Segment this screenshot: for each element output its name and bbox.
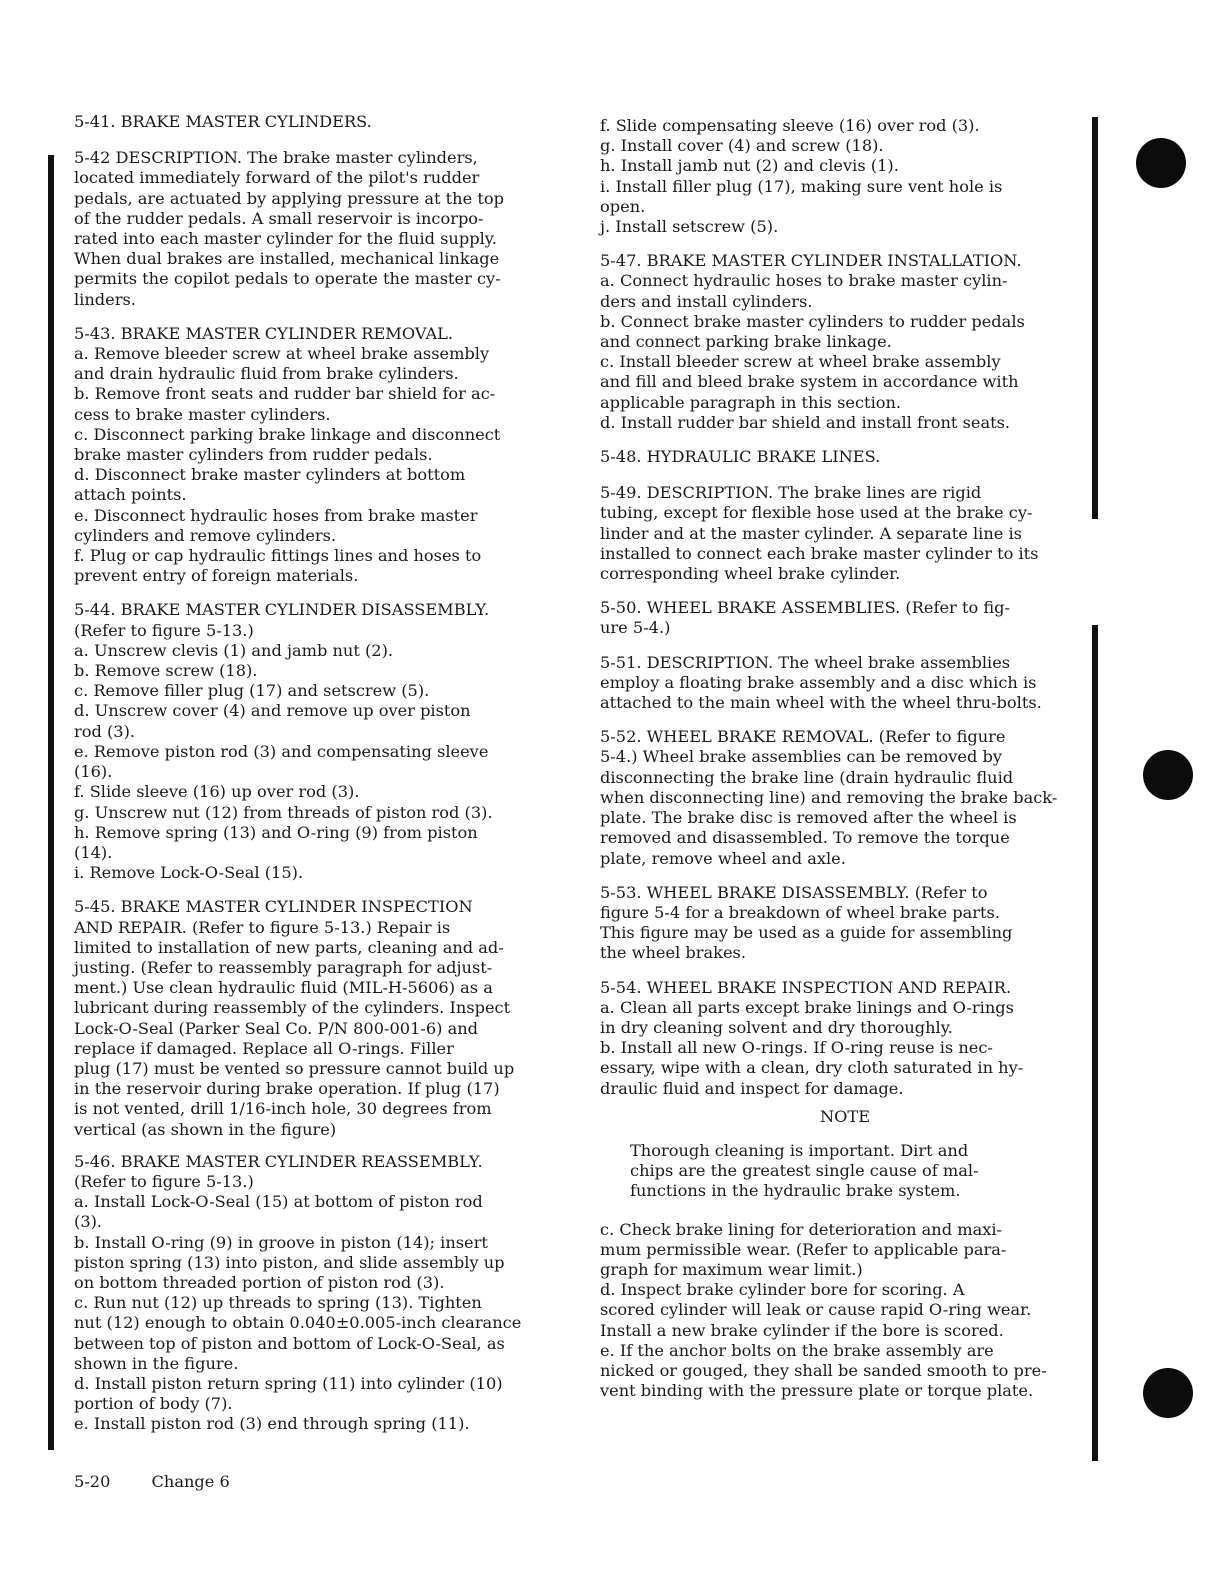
text-line: linder and at the master cylinder. A separate line is — [600, 523, 1022, 543]
text-line: tubing, except for flexible hose used at the brake cy- — [600, 503, 1033, 523]
text-line: rod (3). — [74, 721, 136, 741]
text-line: 5-51. DESCRIPTION. The wheel brake assemblies — [600, 652, 1011, 672]
text-line: located immediately forward of the pilot's rudder — [74, 168, 480, 188]
text-line: figure 5-4 for a breakdown of wheel brake parts. — [600, 902, 1000, 922]
text-line: employ a floating brake assembly and a disc which is — [600, 672, 1037, 692]
text-line: justing. (Refer to reassembly paragraph for adjust- — [74, 957, 493, 977]
text-line: between top of piston and bottom of Lock-O-Seal, as — [74, 1333, 505, 1353]
paragraph-5-43 — [74, 324, 566, 587]
text-line: plate. The brake disc is removed after the wheel is — [600, 808, 1017, 828]
text-line: mum permissible wear. (Refer to applicable para- — [600, 1239, 1007, 1259]
text-line: c. Remove filler plug (17) and setscrew (5). — [74, 681, 430, 701]
heading-5-48 — [600, 447, 1090, 467]
text-line: disconnecting the brake line (drain hydraulic fluid — [600, 767, 1014, 787]
change-bar-right-top — [1092, 117, 1098, 519]
paragraph-5-44 — [74, 600, 566, 883]
text-line: prevent entry of foreign materials. — [74, 566, 359, 586]
binder-hole-top — [1136, 138, 1186, 188]
paragraph-5-42 — [74, 148, 566, 310]
text-line: a. Remove bleeder screw at wheel brake assembly — [74, 344, 490, 364]
text-line: b. Install all new O-rings. If O-ring reuse is nec- — [600, 1038, 993, 1058]
text-line: 5-52. WHEEL BRAKE REMOVAL. (Refer to figure — [600, 727, 1006, 747]
left-column — [74, 112, 566, 1447]
text-line: attach points. — [74, 485, 187, 505]
text-line: 5-4.) Wheel brake assemblies can be removed by — [600, 747, 1002, 767]
text-line: e. Install piston rod (3) end through spring (11). — [74, 1414, 470, 1434]
text-line: corresponding wheel brake cylinder. — [600, 564, 901, 584]
text-line: vent binding with the pressure plate or torque plate. — [600, 1381, 1034, 1401]
text-line: h. Remove spring (13) and O-ring (9) from piston — [74, 822, 478, 842]
change-bar-right-bottom — [1092, 625, 1098, 1461]
text-line: rated into each master cylinder for the fluid supply. — [74, 229, 497, 249]
text-line: c. Install bleeder screw at wheel brake assembly — [600, 352, 1001, 372]
text-line: a. Connect hydraulic hoses to brake master cylin- — [600, 271, 1008, 291]
text-line: plug (17) must be vented so pressure cannot build up — [74, 1058, 515, 1078]
page-number: 5-20 — [74, 1472, 111, 1491]
text-line: scored cylinder will leak or cause rapid O-ring wear. — [600, 1300, 1032, 1320]
paragraph-5-54-continued — [600, 1220, 1090, 1402]
text-line: permits the copilot pedals to operate the master cy- — [74, 269, 501, 289]
text-line: 5-47. BRAKE MASTER CYLINDER INSTALLATION. — [600, 251, 1022, 271]
paragraph-5-54 — [600, 978, 1090, 1099]
text-line: installed to connect each brake master cylinder to its — [600, 543, 1039, 563]
text-line: a. Unscrew clevis (1) and jamb nut (2). — [74, 640, 394, 660]
text-line: f. Slide compensating sleeve (16) over rod (3). — [600, 116, 980, 135]
text-line: 5-43. BRAKE MASTER CYLINDER REMOVAL. — [74, 323, 454, 343]
text-line: is not vented, drill 1/16-inch hole, 30 degrees from — [74, 1099, 492, 1119]
text-line: (14). — [74, 842, 113, 862]
text-line: of the rudder pedals. A small reservoir is incorpo- — [74, 208, 484, 228]
text-line: and drain hydraulic fluid from brake cylinders. — [74, 364, 459, 384]
paragraph-5-45 — [74, 897, 566, 1139]
text-line: removed and disassembled. To remove the torque — [600, 828, 1010, 848]
text-line: brake master cylinders from rudder pedals. — [74, 445, 433, 465]
text-line: e. Remove piston rod (3) and compensating sleeve — [74, 741, 489, 761]
text-line: portion of body (7). — [74, 1394, 233, 1414]
paragraph-5-47 — [600, 251, 1090, 433]
text-line: replace if damaged. Replace all O-rings. Filler — [74, 1038, 454, 1058]
text-line: limited to installation of new parts, cleaning and ad- — [74, 937, 504, 957]
text-line: b. Remove front seats and rudder bar shield for ac- — [74, 384, 496, 404]
text-line: 5-44. BRAKE MASTER CYLINDER DISASSEMBLY. — [74, 600, 490, 620]
text-line: g. Unscrew nut (12) from threads of piston rod (3). — [74, 802, 493, 822]
text-line: d. Inspect brake cylinder bore for scoring. A — [600, 1280, 965, 1300]
text-line: j. Install setscrew (5). — [600, 217, 779, 237]
text-line: (3). — [74, 1212, 103, 1232]
note-title: NOTE — [819, 1106, 871, 1126]
text-line: d. Disconnect brake master cylinders at bottom — [74, 465, 466, 485]
text-line: and connect parking brake linkage. — [600, 332, 892, 352]
text-line: essary, wipe with a clean, dry cloth saturated in hy- — [600, 1058, 1024, 1078]
text-line: Thorough cleaning is important. Dirt and — [630, 1140, 969, 1160]
text-line: (Refer to figure 5-13.) — [74, 1171, 254, 1191]
note-body — [600, 1141, 1090, 1202]
text-line: functions in the hydraulic brake system. — [630, 1181, 961, 1201]
paragraph-5-50 — [600, 598, 1090, 638]
paragraph-5-46-continued — [600, 116, 1090, 237]
text-line: nut (12) enough to obtain 0.040±0.005-inch clearance — [74, 1313, 522, 1333]
text-line: a. Clean all parts except brake linings and O-rings — [600, 997, 1014, 1017]
text-line: (16). — [74, 762, 113, 782]
text-line: lubricant during reassembly of the cylinders. Inspect — [74, 998, 511, 1018]
text-line: nicked or gouged, they shall be sanded smooth to pre- — [600, 1360, 1047, 1380]
text-line: AND REPAIR. (Refer to figure 5-13.) Repair is — [74, 917, 451, 937]
text-line: This figure may be used as a guide for assembling — [600, 923, 1013, 943]
page-footer — [74, 1472, 266, 1491]
text-line: When dual brakes are installed, mechanical linkage — [74, 249, 500, 269]
text-line: Install a new brake cylinder if the bore is scored. — [600, 1320, 1004, 1340]
text-line: in dry cleaning solvent and dry thoroughly. — [600, 1017, 953, 1037]
paragraph-5-52 — [600, 727, 1090, 868]
text-line: graph for maximum wear limit.) — [600, 1259, 863, 1279]
section-heading: 5-41. BRAKE MASTER CYLINDERS. — [74, 112, 372, 131]
section-heading: 5-48. HYDRAULIC BRAKE LINES. — [600, 447, 881, 467]
heading-5-41 — [74, 112, 566, 132]
text-line: shown in the figure. — [74, 1353, 239, 1373]
binder-hole-middle — [1143, 750, 1193, 800]
text-line: i. Install filler plug (17), making sure vent hole is — [600, 176, 1003, 196]
text-line: when disconnecting line) and removing the brake back- — [600, 787, 1058, 807]
text-line: on bottom threaded portion of piston rod (3). — [74, 1272, 445, 1292]
text-line: g. Install cover (4) and screw (18). — [600, 136, 884, 156]
text-line: applicable paragraph in this section. — [600, 392, 902, 412]
text-line: pedals, are actuated by applying pressure at the top — [74, 188, 504, 208]
paragraph-5-46 — [74, 1152, 566, 1435]
text-line: (Refer to figure 5-13.) — [74, 620, 254, 640]
paragraph-5-51 — [600, 653, 1090, 714]
paragraph-5-53 — [600, 883, 1090, 964]
text-line: 5-45. BRAKE MASTER CYLINDER INSPECTION — [74, 897, 473, 917]
text-line: chips are the greatest single cause of mal- — [630, 1161, 979, 1181]
text-line: 5-42 DESCRIPTION. The brake master cylinders, — [74, 148, 478, 168]
text-line: cylinders and remove cylinders. — [74, 525, 337, 545]
text-line: d. Install piston return spring (11) into cylinder (10) — [74, 1373, 503, 1393]
text-line: attached to the main wheel with the wheel thru-bolts. — [600, 693, 1042, 713]
text-line: b. Remove screw (18). — [74, 661, 258, 681]
text-line: ders and install cylinders. — [600, 291, 813, 311]
text-line: e. Disconnect hydraulic hoses from brake master — [74, 505, 478, 525]
paragraph-5-49 — [600, 483, 1090, 584]
binder-hole-bottom — [1143, 1368, 1193, 1418]
text-line: Lock-O-Seal (Parker Seal Co. P/N 800-001-6) and — [74, 1018, 479, 1038]
right-column — [600, 116, 1090, 1413]
text-line: f. Slide sleeve (16) up over rod (3). — [74, 782, 360, 802]
text-line: h. Install jamb nut (2) and clevis (1). — [600, 156, 899, 176]
text-line: f. Plug or cap hydraulic fittings lines and hoses to — [74, 546, 482, 566]
text-line: c. Run nut (12) up threads to spring (13). Tighten — [74, 1293, 482, 1313]
text-line: draulic fluid and inspect for damage. — [600, 1078, 904, 1098]
text-line: 5-46. BRAKE MASTER CYLINDER REASSEMBLY. — [74, 1151, 483, 1171]
text-line: 5-50. WHEEL BRAKE ASSEMBLIES. (Refer to fig- — [600, 598, 1010, 618]
text-line: c. Disconnect parking brake linkage and disconnect — [74, 424, 501, 444]
text-line: d. Install rudder bar shield and install front seats. — [600, 412, 1011, 432]
text-line: ment.) Use clean hydraulic fluid (MIL-H-5606) as a — [74, 978, 493, 998]
text-line: e. If the anchor bolts on the brake assembly are — [600, 1340, 994, 1360]
text-line: ure 5-4.) — [600, 618, 671, 638]
text-line: 5-54. WHEEL BRAKE INSPECTION AND REPAIR. — [600, 977, 1012, 997]
text-line: linders. — [74, 289, 136, 309]
change-label: Change 6 — [151, 1472, 230, 1491]
change-bar-left — [48, 155, 54, 1450]
text-line: b. Connect brake master cylinders to rudder pedals — [600, 311, 1025, 331]
text-line: 5-53. WHEEL BRAKE DISASSEMBLY. (Refer to — [600, 882, 988, 902]
text-line: vertical (as shown in the figure) — [74, 1119, 337, 1139]
text-line: c. Check brake lining for deterioration and maxi- — [600, 1219, 1003, 1239]
text-line: cess to brake master cylinders. — [74, 404, 331, 424]
text-line: and fill and bleed brake system in accordance with — [600, 372, 1019, 392]
text-line: i. Remove Lock-O-Seal (15). — [74, 863, 304, 883]
text-line: plate, remove wheel and axle. — [600, 848, 846, 868]
text-line: 5-49. DESCRIPTION. The brake lines are rigid — [600, 483, 982, 503]
text-line: open. — [600, 196, 646, 216]
text-line: d. Unscrew cover (4) and remove up over piston — [74, 701, 471, 721]
text-line: b. Install O-ring (9) in groove in piston (14); insert — [74, 1232, 488, 1252]
text-line: a. Install Lock-O-Seal (15) at bottom of piston rod — [74, 1192, 483, 1212]
text-line: in the reservoir during brake operation. If plug (17) — [74, 1079, 500, 1099]
text-line: the wheel brakes. — [600, 943, 747, 963]
text-line: piston spring (13) into piston, and slide assembly up — [74, 1252, 505, 1272]
